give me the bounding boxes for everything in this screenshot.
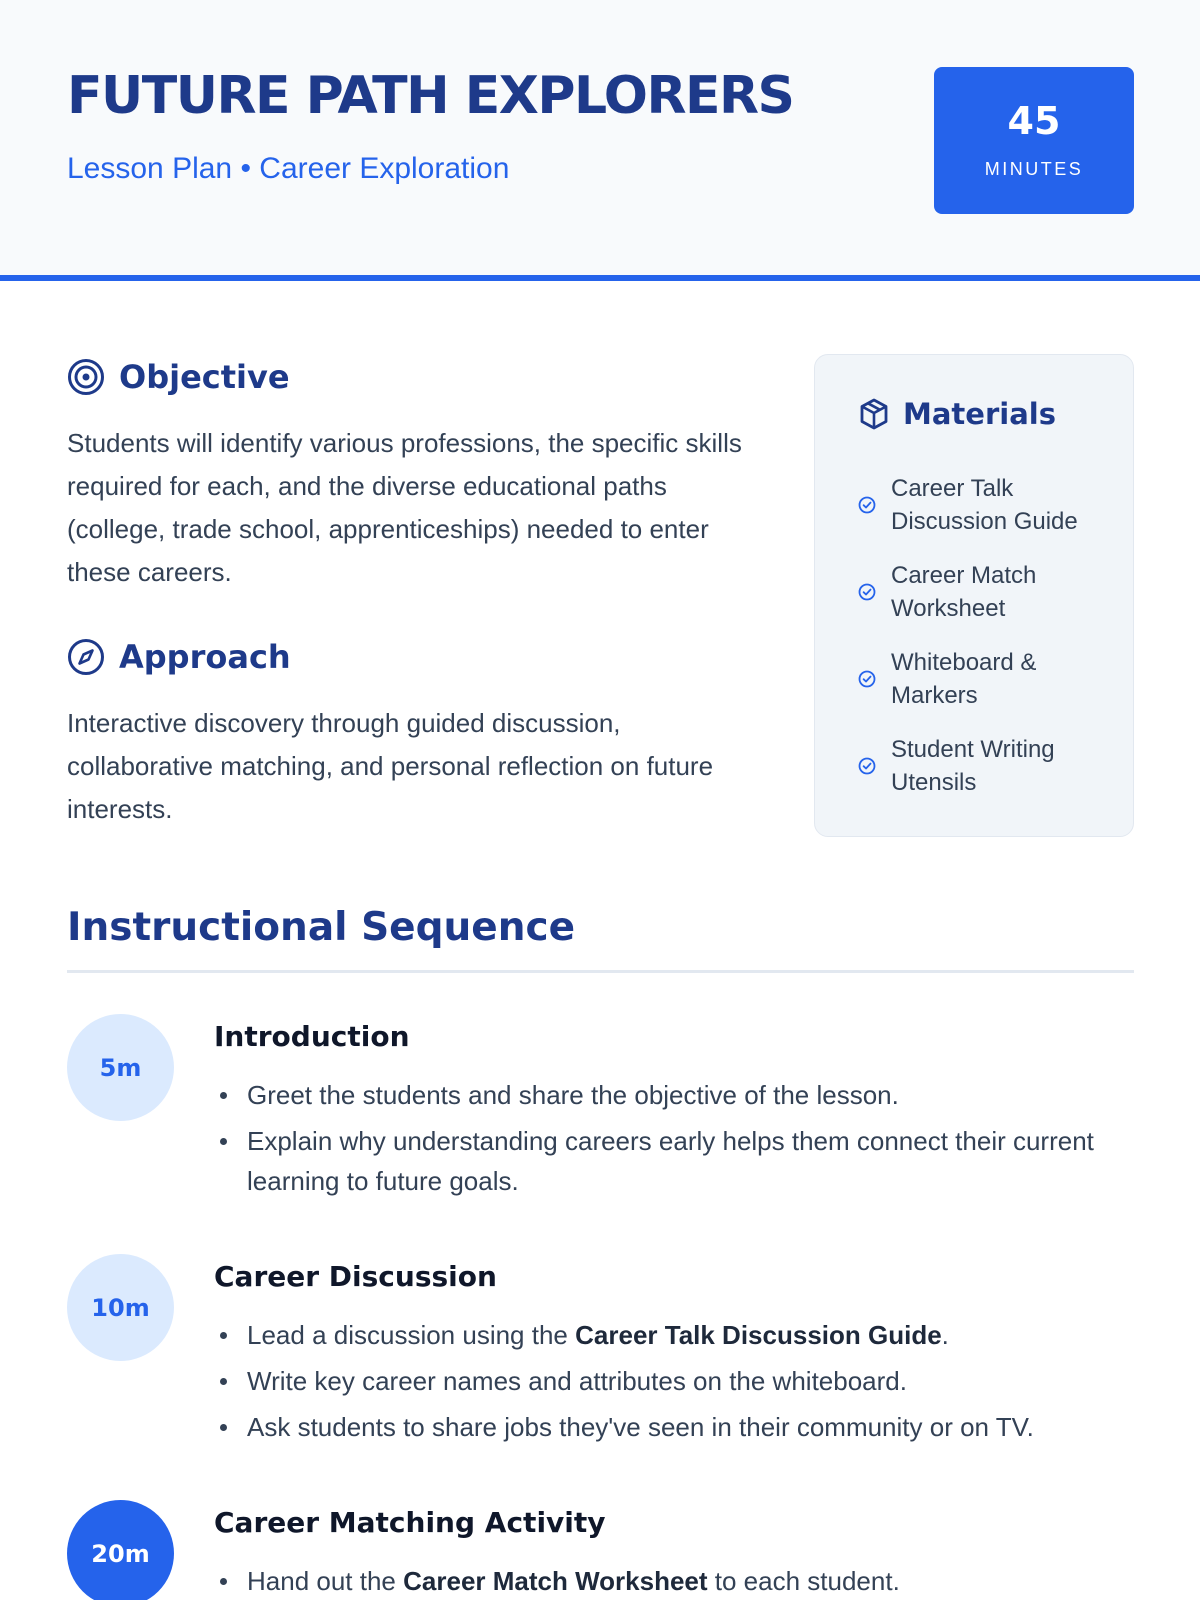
duration-value: 45 xyxy=(1007,99,1061,143)
material-item xyxy=(857,559,1107,625)
material-item xyxy=(857,646,1107,712)
step-title: Career Discussion xyxy=(214,1260,497,1293)
step-bullet: Ask students to share jobs they've seen in their community or on TV. xyxy=(218,1407,1138,1447)
objective-heading xyxy=(67,358,290,396)
material-reference: Career Talk Discussion Guide xyxy=(575,1320,942,1350)
step-time-badge: 5m xyxy=(67,1014,174,1121)
check-circle-icon xyxy=(857,582,877,602)
compass-icon xyxy=(67,638,105,676)
step-title: Career Matching Activity xyxy=(214,1506,606,1539)
material-item xyxy=(857,733,1107,799)
approach-text: Interactive discovery through guided discussion, collaborative matching, and personal reflection on future interests. xyxy=(67,708,714,824)
material-label: Career Match Worksheet xyxy=(891,562,1037,622)
package-icon xyxy=(857,397,891,431)
material-item xyxy=(857,472,1107,538)
approach-heading xyxy=(67,638,291,676)
materials-title: Materials xyxy=(903,397,1056,431)
sequence-title: Instructional Sequence xyxy=(67,905,576,950)
material-label: Whiteboard & Markers xyxy=(891,649,1037,709)
materials-heading xyxy=(857,397,1056,431)
material-reference: Career Match Worksheet xyxy=(403,1566,708,1596)
step-time-badge: 10m xyxy=(67,1254,174,1361)
step-bullet: Greet the students and share the objective of the lesson. xyxy=(218,1075,1138,1115)
materials-panel xyxy=(814,354,1134,837)
material-label: Career Talk Discussion Guide xyxy=(891,475,1078,535)
objective-text: Students will identify various professions, the specific skills required for each, and the diverse educational paths (college, trade school, apprenticeships) needed to enter these careers. xyxy=(67,428,742,587)
step-time-badge: 20m xyxy=(67,1500,174,1600)
step-bullets xyxy=(218,1075,1138,1207)
lesson-header xyxy=(0,0,1200,281)
step-bullet: Lead a discussion using the Career Talk Discussion Guide. xyxy=(218,1315,1138,1355)
page-title: FUTURE PATH EXPLORERS xyxy=(67,66,794,126)
check-circle-icon xyxy=(857,669,877,689)
duration-badge xyxy=(934,67,1134,214)
material-label: Student Writing Utensils xyxy=(891,736,1055,796)
step-bullet: Write key career names and attributes on the whiteboard. xyxy=(218,1361,1138,1401)
step-title: Introduction xyxy=(214,1020,410,1053)
section-divider xyxy=(67,970,1134,973)
step-bullets xyxy=(218,1315,1138,1453)
duration-unit: MINUTES xyxy=(984,159,1084,179)
step-bullets xyxy=(218,1561,1138,1600)
check-circle-icon xyxy=(857,495,877,515)
objective-title: Objective xyxy=(119,358,290,396)
step-bullet: Hand out the Career Match Worksheet to each student. xyxy=(218,1561,1138,1600)
step-bullet: Explain why understanding careers early helps them connect their current learning to future goals. xyxy=(218,1121,1138,1201)
check-circle-icon xyxy=(857,756,877,776)
approach-title: Approach xyxy=(119,638,291,676)
page-subtitle: Lesson Plan • Career Exploration xyxy=(67,152,510,185)
target-icon xyxy=(67,358,105,396)
